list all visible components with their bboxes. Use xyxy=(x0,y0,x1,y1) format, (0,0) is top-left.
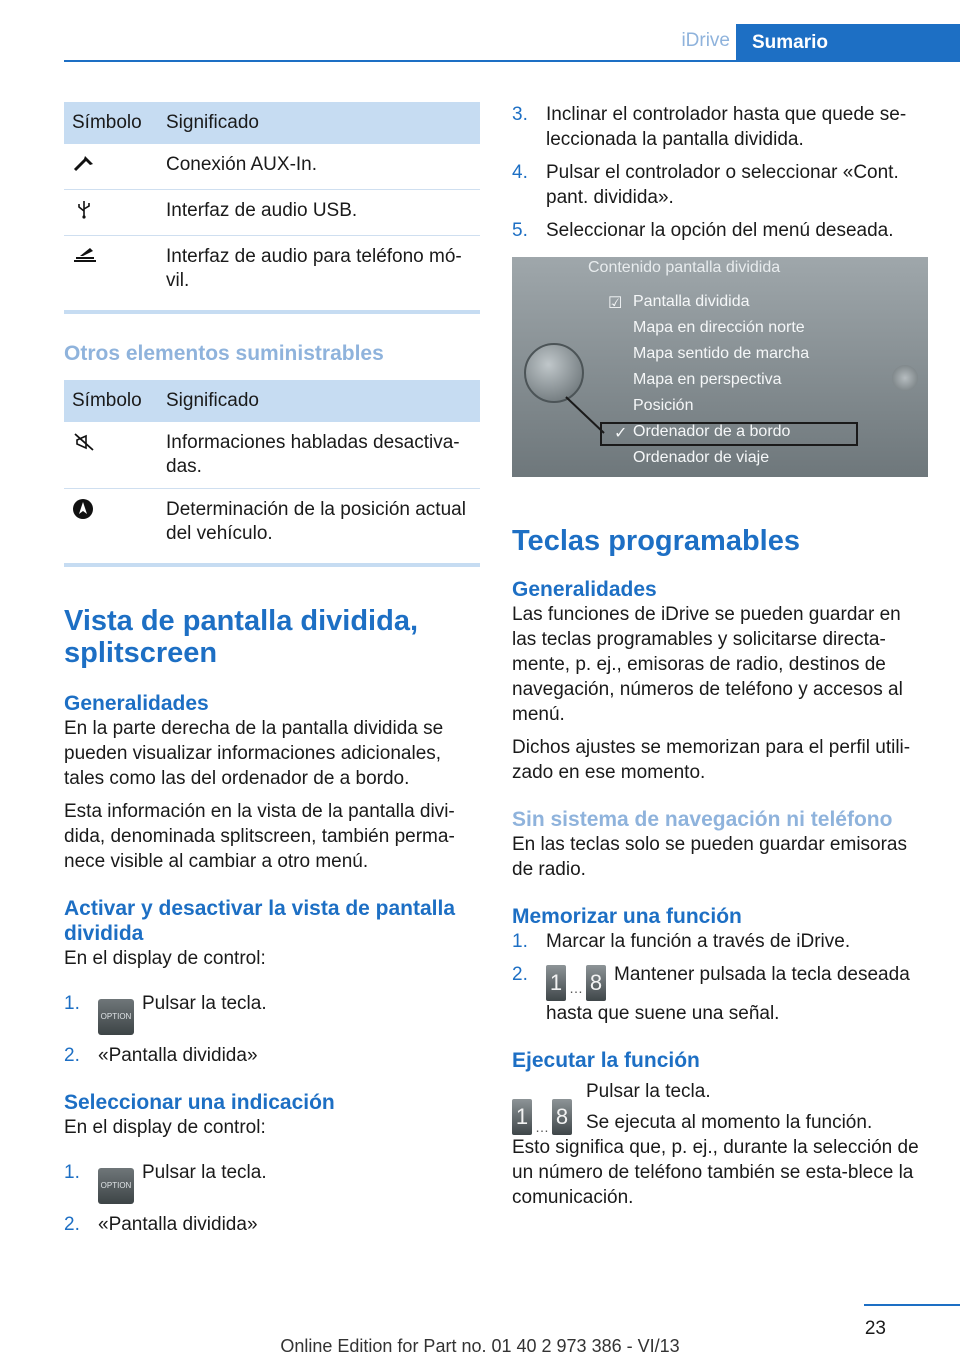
step-text: Seleccionar la opción del menú deseada. xyxy=(546,220,894,241)
position-icon xyxy=(72,498,98,520)
row-text: Conexión AUX-In. xyxy=(158,144,480,190)
step-number: 1. xyxy=(64,1162,80,1183)
col-header-symbol: Símbolo xyxy=(64,380,158,422)
aux-in-icon xyxy=(72,153,98,175)
usb-icon xyxy=(72,199,98,221)
memorize-heading: Memorizar una función xyxy=(512,905,742,928)
step-number: 3. xyxy=(512,104,528,125)
symbol-table-2 xyxy=(64,380,480,555)
option-button-icon: OPTION xyxy=(98,1168,134,1204)
left-column xyxy=(64,102,480,1245)
paragraph: Las funciones de iDrive se pueden guardar en las teclas programables y solicitarse directa-mente, p. ej., emisoras de radio, destinos de navegación, números de teléfono y accesos al menú. xyxy=(512,604,903,725)
menu-item: Pantalla dividida xyxy=(633,293,750,310)
header-section: iDrive xyxy=(681,30,730,51)
execute-block xyxy=(512,1079,928,1135)
page-number: 23 xyxy=(864,1318,886,1339)
step-text: Pulsar el controlador o seleccionar «Cont. pant. dividida». xyxy=(546,162,899,208)
footer-rule xyxy=(864,1304,960,1306)
splitscreen-menu-screenshot xyxy=(512,257,928,477)
table-row xyxy=(64,190,480,236)
list-item xyxy=(64,1212,480,1237)
step-number: 1. xyxy=(64,993,80,1014)
row-text: Interfaz de audio USB. xyxy=(158,190,480,236)
table-row xyxy=(64,236,480,303)
row-text: Informaciones habladas desactiva-das. xyxy=(158,422,480,489)
checkbox-icon: ☑ xyxy=(608,295,623,312)
step-number: 2. xyxy=(64,1214,80,1235)
table-row xyxy=(64,489,480,556)
col-header-symbol: Símbolo xyxy=(64,102,158,144)
step-text: Mantener pulsada la tecla deseada hasta que suene una señal. xyxy=(546,964,910,1024)
paragraph: Esto significa que, p. ej., durante la selección de un número de teléfono también se esta-blece la comunicación. xyxy=(512,1137,919,1208)
table-row xyxy=(64,422,480,489)
list-item xyxy=(512,218,928,243)
menu-item: Ordenador de viaje xyxy=(633,449,770,466)
menu-item: Posición xyxy=(633,397,694,414)
sin-heading: Sin sistema de navegación ni teléfono xyxy=(512,808,893,831)
check-icon: ✓ xyxy=(614,425,628,442)
table-row xyxy=(64,144,480,190)
header-tab: Sumario xyxy=(736,24,960,62)
splitscreen-title: Vista de pantalla dividida, splitscreen xyxy=(64,605,419,669)
speech-off-icon xyxy=(72,431,98,453)
gen-heading: Generalidades xyxy=(512,578,657,601)
step-text: Pulsar la tecla. xyxy=(142,1162,267,1183)
paragraph: En la parte derecha de la pantalla dividida se pueden visualizar informaciones adicionales, tales como las del ordenador de a bordo. xyxy=(64,718,444,789)
step-text: Pulsar la tecla. xyxy=(142,993,267,1014)
list-item xyxy=(512,962,928,1026)
step-text: Inclinar el controlador hasta que quede se-leccionada la pantalla dividida. xyxy=(546,104,907,150)
menu-item: Mapa en perspectiva xyxy=(633,371,782,388)
list-item xyxy=(64,1160,480,1204)
menu-item: Mapa en dirección norte xyxy=(633,319,805,336)
paragraph: En las teclas solo se pueden guardar emisoras de radio. xyxy=(512,834,908,880)
step-number: 4. xyxy=(512,162,528,183)
option-button-icon: OPTION xyxy=(98,999,134,1035)
step-text: «Pantalla dividida» xyxy=(98,1214,258,1235)
row-text: Determinación de la posición actual del vehículo. xyxy=(166,499,466,544)
symbol-table-1 xyxy=(64,102,480,302)
gen-heading: Generalidades xyxy=(64,692,209,715)
teclas-title: Teclas programables xyxy=(512,525,800,557)
screen-title: Contenido pantalla dividida xyxy=(588,259,781,276)
list-item xyxy=(512,102,928,152)
row-text: Interfaz de audio para teléfono mó-vil. xyxy=(166,246,462,291)
paragraph: Dichos ajustes se memorizan para el perfil utili-zado en ese momento. xyxy=(512,737,911,783)
activate-heading: Activar y desactivar la vista de pantalla dividida xyxy=(64,897,456,945)
table-end-rule xyxy=(64,310,480,314)
list-item xyxy=(64,1043,480,1068)
menu-item: Mapa sentido de marcha xyxy=(633,345,810,362)
col-header-meaning: Significado xyxy=(158,380,480,422)
paragraph: Esta información en la vista de la pantalla divi-dida, denominada splitscreen, también perma-nece visible al cambiar a otro menú. xyxy=(64,801,455,872)
right-column xyxy=(512,102,928,1218)
favorite-keys-icon: 1 … 8 xyxy=(512,1079,572,1135)
otros-heading: Otros elementos suministrables xyxy=(64,342,384,365)
menu-item-selected: Ordenador de a bordo xyxy=(633,423,791,440)
execute-heading: Ejecutar la función xyxy=(512,1049,700,1072)
list-item xyxy=(512,160,928,210)
list-item xyxy=(512,929,928,954)
step-number: 5. xyxy=(512,220,528,241)
paragraph: En el display de control: xyxy=(64,1117,266,1138)
paragraph: Pulsar la tecla. xyxy=(586,1081,711,1102)
header-rule xyxy=(64,60,960,62)
step-number: 2. xyxy=(64,1045,80,1066)
paragraph: En el display de control: xyxy=(64,948,266,969)
col-header-meaning: Significado xyxy=(158,102,480,144)
step-text: «Pantalla dividida» xyxy=(98,1045,258,1066)
step-text: Marcar la función a través de iDrive. xyxy=(546,931,851,952)
list-item xyxy=(64,991,480,1035)
step-number: 2. xyxy=(512,964,528,985)
phone-audio-icon xyxy=(72,245,98,267)
favorite-keys-icon: 1 … 8 xyxy=(546,965,606,1001)
footer-text: Online Edition for Part no. 01 40 2 973 386 - VI/13 xyxy=(280,1336,680,1356)
selection-frame xyxy=(600,422,858,446)
step-number: 1. xyxy=(512,931,528,952)
select-heading: Seleccionar una indicación xyxy=(64,1091,335,1114)
paragraph: Se ejecuta al momento la función. xyxy=(586,1112,873,1133)
